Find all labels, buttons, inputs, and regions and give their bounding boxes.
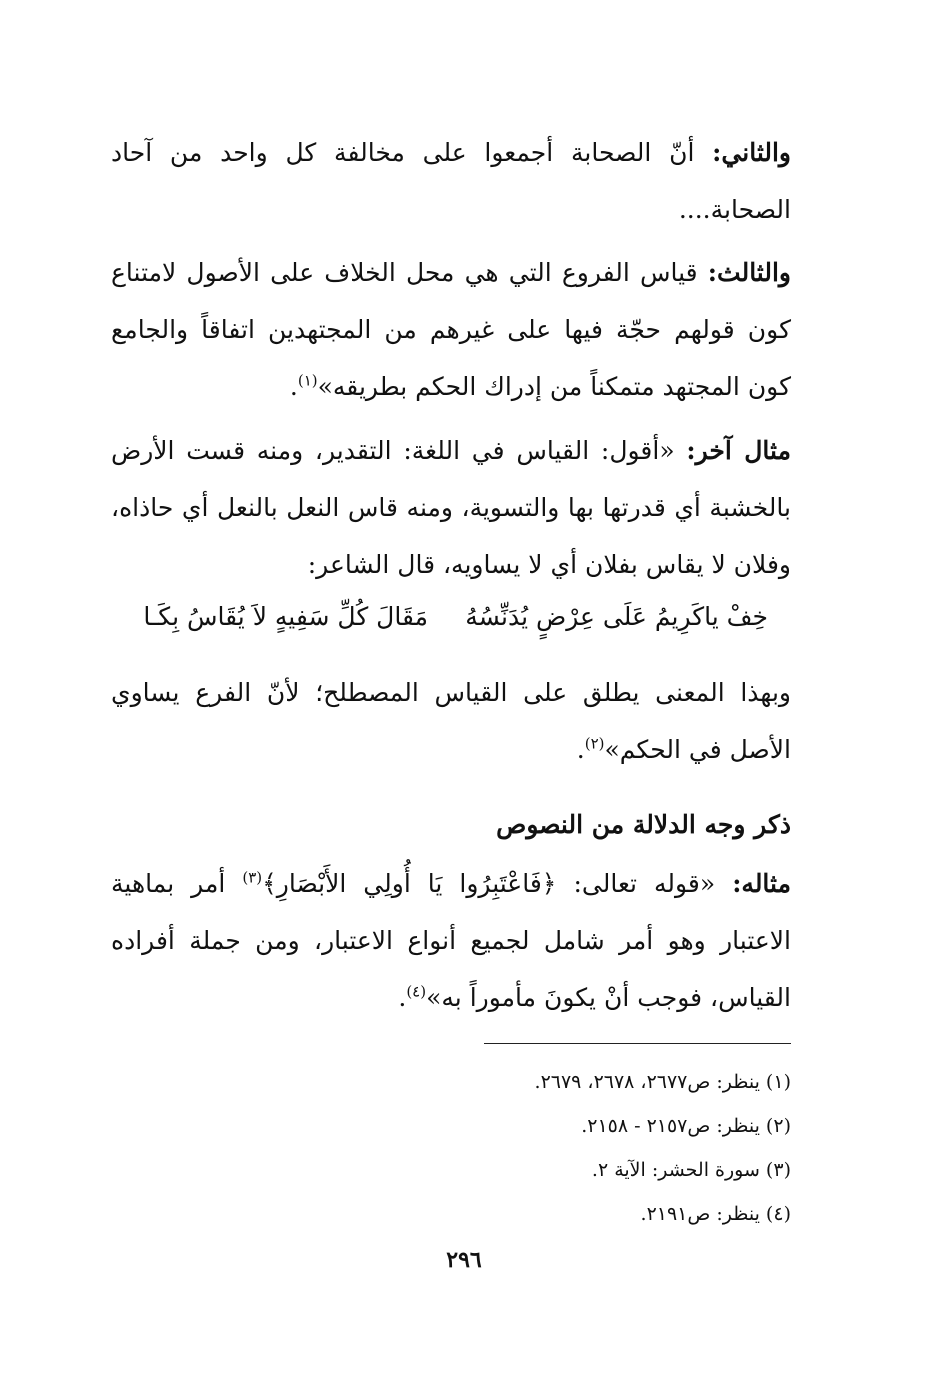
paragraph-meaning <box>111 664 791 778</box>
paragraph-text: «أقول: القياس في اللغة: التقدير، ومنه قست الأرض بالخشبة أي قدرتها بها والتسوية، ومنه قاس النعل بالنعل أي حاذاه، وفلان لا يقاس بفلان أي لا يساويه، قال الشاعر: <box>111 436 791 579</box>
page-number: ٢٩٦ <box>446 1247 482 1273</box>
paragraph-lead: والثالث: <box>707 258 791 287</box>
paragraph-example <box>111 855 791 1026</box>
footnote-divider <box>484 1043 791 1044</box>
verse-first-hemistich: خِفْ ياكَرِيمُ عَلَى عِرْضٍ يُدَنِّسُهُ <box>465 602 768 631</box>
paragraph-text-continued: أمر بماهية الاعتبار وهو أمر شامل لجميع أنواع الاعتبار، ومن جملة أفراده القياس، فوجب أنْ يكونَ مأموراً به» <box>111 869 791 1012</box>
paragraph-another-example <box>111 422 791 593</box>
paragraph-text: وبهذا المعنى يطلق على القياس المصطلح؛ لأنّ الفرع يساوي الأصل في الحكم» <box>111 678 791 764</box>
footnote-ref-4[interactable]: (٤) <box>406 982 427 1001</box>
paragraph-end: . <box>576 735 585 764</box>
footnote-3: (٣) سورة الحشر: الآية ٢. <box>591 1159 791 1181</box>
paragraph-end: . <box>398 983 407 1012</box>
footnote-ref-1[interactable]: (١) <box>297 371 318 390</box>
footnote-ref-3[interactable]: (٣) <box>242 868 263 887</box>
paragraph-lead: والثاني: <box>712 138 791 167</box>
paragraph-lead: مثاله: <box>732 869 791 898</box>
footnote-2: (٢) ينظر: ص٢١٥٧ - ٢١٥٨. <box>581 1115 791 1137</box>
section-heading: ذكر وجه الدلالة من النصوص <box>496 810 791 839</box>
paragraph-third-argument <box>111 244 791 415</box>
paragraph-second-argument <box>111 124 791 238</box>
paragraph-text: «قوله تعالى: ﴿فَاعْتَبِرُوا يَا أُولِي الأَبْصَارِ﴾ <box>262 869 733 898</box>
footnotes <box>111 1060 791 1236</box>
paragraph-text: قياس الفروع التي هي محل الخلاف على الأصول لامتناع كون قولهم حجّة فيها على غيرهم من المجتهدين اتفاقاً والجامع كون المجتهد متمكناً من إدراك الحكم بطريقه» <box>111 258 791 401</box>
verse-second-hemistich: مَقَالَ كُلِّ سَفِيهٍ لاَ يُقَاسُ بِكَـا <box>143 602 428 631</box>
poetry-verse <box>108 588 768 645</box>
footnote-ref-2[interactable]: (٢) <box>584 734 605 753</box>
footnote-4: (٤) ينظر: ص٢١٩١. <box>640 1203 791 1225</box>
footnote-1: (١) ينظر: ص٢٦٧٧، ٢٦٧٨، ٢٦٧٩. <box>534 1071 791 1093</box>
paragraph-end: . <box>289 372 298 401</box>
paragraph-text: أنّ الصحابة أجمعوا على مخالفة كل واحد من آحاد الصحابة.... <box>111 138 791 224</box>
paragraph-lead: مثال آخر: <box>686 436 791 465</box>
